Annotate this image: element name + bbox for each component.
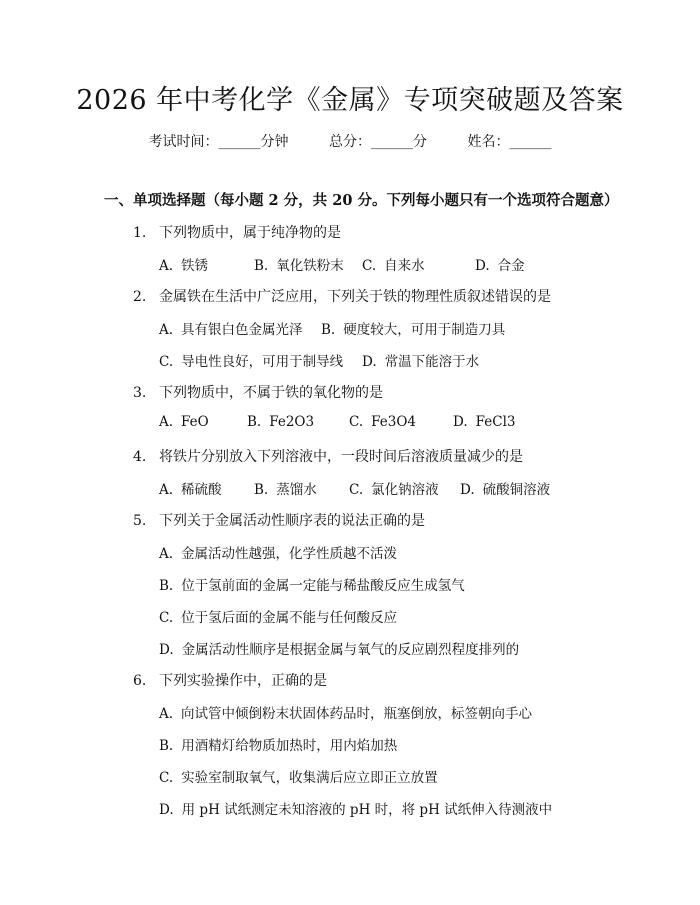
option-letter: A. (159, 546, 174, 562)
question-text: 下列实验操作中，正确的是 (159, 673, 327, 689)
question-number: 1. (133, 225, 147, 241)
option-letter: B. (321, 322, 336, 338)
option-text: 实验室制取氧气，收集满后应立即正立放置 (181, 770, 438, 786)
question-text: 金属铁在生活中广泛应用，下列关于铁的物理性质叙述错误的是 (159, 289, 551, 305)
option-letter: A. (159, 482, 174, 498)
question-number: 5. (133, 513, 147, 529)
option-letter: C. (362, 258, 377, 274)
option-letter: D. (362, 354, 377, 370)
q5-option-a (159, 542, 397, 562)
option-text: FeO (181, 414, 209, 430)
q2-option-d (362, 350, 479, 370)
option-text: 金属活动性顺序是根据金属与氧气的反应剧烈程度排列的 (181, 642, 520, 658)
q3-option-a (159, 414, 209, 430)
question-2 (133, 286, 551, 306)
exam-info-line (0, 131, 700, 151)
section-heading: 一、单项选择题（每小题 2 分，共 20 分。下列每小题只有一个选项符合题意） (104, 192, 619, 209)
question-text: 下列物质中，属于纯净物的是 (159, 225, 341, 241)
option-text: 氯化钠溶液 (371, 482, 439, 498)
question-text: 下列物质中，不属于铁的氧化物的是 (159, 385, 383, 401)
q3-option-c (349, 414, 416, 430)
q4-option-d (460, 478, 550, 498)
option-text: 常温下能溶于水 (384, 354, 480, 370)
total-score-unit: 分 (413, 134, 427, 150)
option-letter: D. (475, 258, 490, 274)
option-letter: B. (247, 414, 262, 430)
option-text: 具有银白色金属光泽 (181, 322, 303, 338)
question-number: 3. (133, 385, 147, 401)
exam-time-blank: ______ (218, 134, 261, 150)
question-4 (133, 446, 523, 466)
total-score-label: 总分： (329, 134, 371, 150)
q3-option-b (247, 414, 314, 430)
question-text: 下列关于金属活动性顺序表的说法正确的是 (159, 513, 425, 529)
q5-option-c (159, 606, 397, 626)
question-1 (133, 222, 341, 242)
question-text: 将铁片分别放入下列溶液中，一段时间后溶液质量减少的是 (159, 449, 523, 465)
question-6 (133, 670, 327, 690)
option-letter: B. (159, 578, 174, 594)
option-letter: B. (254, 482, 269, 498)
q2-option-a (159, 318, 303, 338)
option-text: FeCl3 (475, 414, 516, 430)
q1-option-c (362, 254, 425, 274)
option-letter: A. (159, 414, 174, 430)
option-text: 位于氢前面的金属一定能与稀盐酸反应生成氢气 (181, 578, 465, 594)
option-letter: D. (453, 414, 468, 430)
question-5 (133, 510, 425, 530)
question-number: 6. (133, 673, 147, 689)
option-letter: C. (159, 610, 174, 626)
exam-time-label: 考试时间： (148, 134, 219, 150)
option-letter: C. (349, 482, 364, 498)
q6-option-b (159, 734, 397, 754)
option-text: 导电性良好，可用于制导线 (181, 354, 344, 370)
option-letter: D. (159, 802, 174, 818)
option-letter: C. (349, 414, 364, 430)
option-text: 向试管中倾倒粉末状固体药品时，瓶塞倒放，标签朝向手心 (181, 706, 533, 722)
exam-time-unit: 分钟 (260, 134, 289, 150)
exam-time-field (149, 131, 289, 151)
total-score-field (329, 131, 427, 151)
q1-option-b (254, 254, 344, 274)
q4-option-c (349, 478, 439, 498)
name-blank: ______ (509, 134, 552, 150)
question-number: 4. (133, 449, 147, 465)
name-field (467, 131, 551, 151)
option-letter: D. (159, 642, 174, 658)
option-text: Fe3O4 (371, 414, 417, 430)
option-text: 用酒精灯给物质加热时，用内焰加热 (181, 738, 398, 754)
q2-option-b (321, 318, 505, 338)
q6-option-d (159, 798, 552, 818)
q5-option-b (159, 574, 465, 594)
q4-option-b (254, 478, 317, 498)
q6-option-c (159, 766, 438, 786)
option-text: 硬度较大，可用于制造刀具 (343, 322, 506, 338)
option-letter: C. (159, 770, 174, 786)
option-letter: B. (254, 258, 269, 274)
page-title: 2026 年中考化学《金属》专项突破题及答案 (76, 85, 624, 116)
q4-option-a (159, 478, 222, 498)
q1-option-d (475, 254, 525, 274)
option-text: 用 pH 试纸测定未知溶液的 pH 时，将 pH 试纸伸入待测液中 (181, 802, 553, 818)
question-3 (133, 382, 383, 402)
question-number: 2. (133, 289, 147, 305)
option-text: 合金 (497, 258, 525, 274)
option-letter: A. (159, 706, 174, 722)
option-text: 金属活动性越强，化学性质越不活泼 (181, 546, 398, 562)
name-label: 姓名： (467, 134, 510, 150)
option-letter: D. (460, 482, 475, 498)
q3-option-d (453, 414, 516, 430)
option-text: 铁锈 (181, 258, 209, 274)
total-score-blank: ______ (371, 134, 413, 150)
option-letter: A. (159, 322, 174, 338)
option-text: 位于氢后面的金属不能与任何酸反应 (181, 610, 398, 626)
option-text: 稀硫酸 (181, 482, 222, 498)
q1-option-a (159, 254, 208, 274)
option-text: Fe2O3 (269, 414, 315, 430)
option-text: 氧化铁粉末 (276, 258, 344, 274)
q6-option-a (159, 702, 532, 722)
option-letter: B. (159, 738, 174, 754)
option-text: 蒸馏水 (276, 482, 317, 498)
option-letter: A. (159, 258, 174, 274)
option-letter: C. (159, 354, 174, 370)
option-text: 自来水 (384, 258, 425, 274)
option-text: 硫酸铜溶液 (482, 482, 551, 498)
q5-option-d (159, 638, 519, 658)
q2-option-c (159, 350, 343, 370)
